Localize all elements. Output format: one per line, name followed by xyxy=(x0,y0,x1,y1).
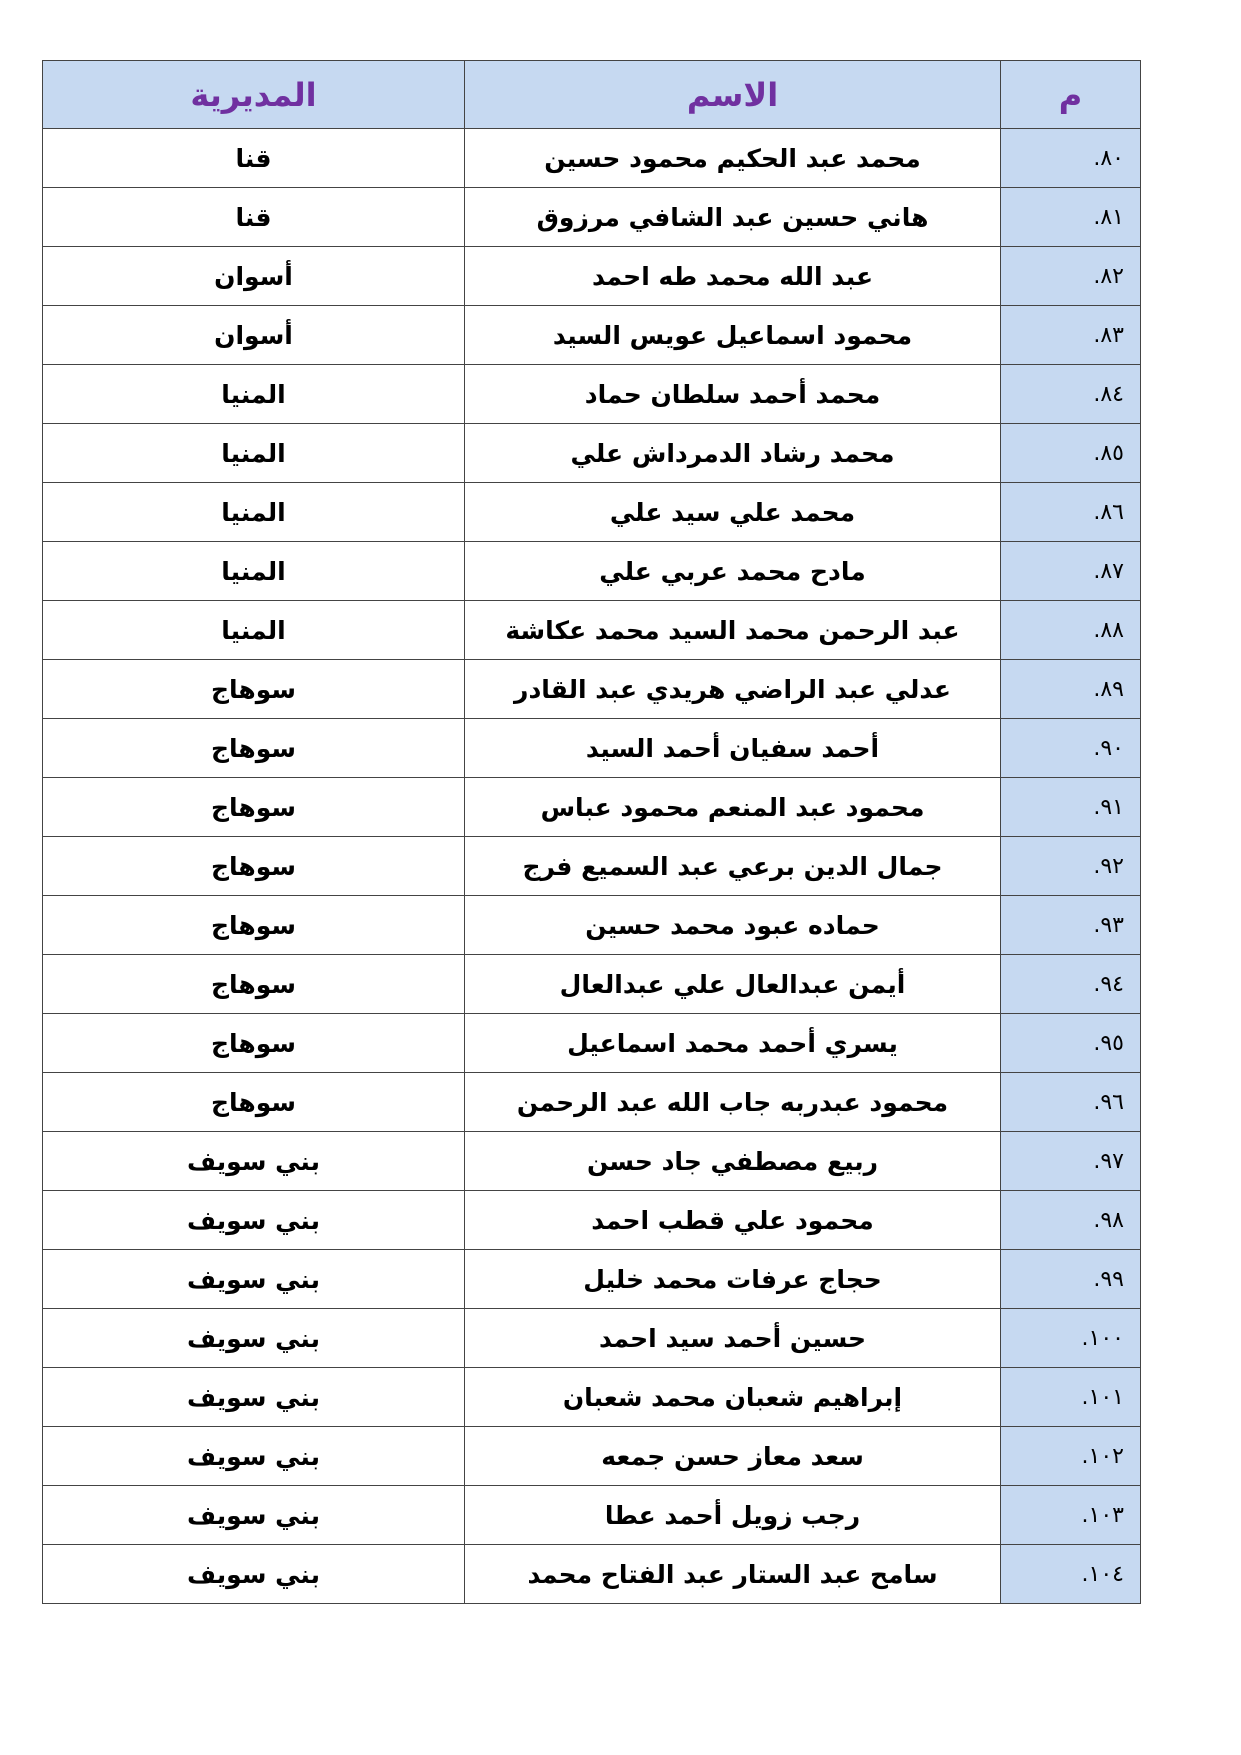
row-directorate: بني سويف xyxy=(43,1250,465,1309)
row-number: .٨١ xyxy=(1001,188,1141,247)
row-directorate: المنيا xyxy=(43,483,465,542)
table-row xyxy=(43,837,1141,896)
row-directorate: بني سويف xyxy=(43,1427,465,1486)
table-row xyxy=(43,1132,1141,1191)
row-name: محمود علي قطب احمد xyxy=(465,1191,1001,1250)
row-directorate: المنيا xyxy=(43,601,465,660)
row-number: .٨٨ xyxy=(1001,601,1141,660)
row-directorate: سوهاج xyxy=(43,837,465,896)
header-directorate: المديرية xyxy=(43,61,465,129)
row-name: حماده عبود محمد حسين xyxy=(465,896,1001,955)
row-name: محمود عبدربه جاب الله عبد الرحمن xyxy=(465,1073,1001,1132)
row-directorate: بني سويف xyxy=(43,1368,465,1427)
row-number: .٨٢ xyxy=(1001,247,1141,306)
row-number: .٨٥ xyxy=(1001,424,1141,483)
row-name: محمود عبد المنعم محمود عباس xyxy=(465,778,1001,837)
row-number: .٨٤ xyxy=(1001,365,1141,424)
row-number: .٨٧ xyxy=(1001,542,1141,601)
table-row xyxy=(43,1545,1141,1604)
row-directorate: بني سويف xyxy=(43,1545,465,1604)
row-number: .١٠٢ xyxy=(1001,1427,1141,1486)
row-name: هاني حسين عبد الشافي مرزوق xyxy=(465,188,1001,247)
table-row xyxy=(43,306,1141,365)
table-row xyxy=(43,424,1141,483)
table-row xyxy=(43,1191,1141,1250)
table-row xyxy=(43,1014,1141,1073)
row-number: .٨٩ xyxy=(1001,660,1141,719)
table-row xyxy=(43,188,1141,247)
table-row xyxy=(43,955,1141,1014)
table-row xyxy=(43,1427,1141,1486)
header-num: م xyxy=(1001,61,1141,129)
row-name: عدلي عبد الراضي هريدي عبد القادر xyxy=(465,660,1001,719)
row-number: .٨٦ xyxy=(1001,483,1141,542)
row-directorate: سوهاج xyxy=(43,660,465,719)
row-number: .٩٩ xyxy=(1001,1250,1141,1309)
table-row xyxy=(43,483,1141,542)
table-row xyxy=(43,1309,1141,1368)
table-row xyxy=(43,542,1141,601)
row-number: .٩٧ xyxy=(1001,1132,1141,1191)
row-directorate: سوهاج xyxy=(43,778,465,837)
table-row xyxy=(43,896,1141,955)
row-number: .٨٠ xyxy=(1001,129,1141,188)
row-number: .٩٢ xyxy=(1001,837,1141,896)
row-number: .٩٨ xyxy=(1001,1191,1141,1250)
row-name: محمد رشاد الدمرداش علي xyxy=(465,424,1001,483)
table-header-row xyxy=(43,61,1141,129)
row-name: حسين أحمد سيد احمد xyxy=(465,1309,1001,1368)
row-number: .٩١ xyxy=(1001,778,1141,837)
row-number: .١٠٤ xyxy=(1001,1545,1141,1604)
table-row xyxy=(43,1250,1141,1309)
table-row xyxy=(43,1486,1141,1545)
row-directorate: سوهاج xyxy=(43,1073,465,1132)
table-row xyxy=(43,719,1141,778)
row-directorate: بني سويف xyxy=(43,1132,465,1191)
row-name: محمد علي سيد علي xyxy=(465,483,1001,542)
row-name: سعد معاز حسن جمعه xyxy=(465,1427,1001,1486)
row-directorate: أسوان xyxy=(43,306,465,365)
row-number: .١٠١ xyxy=(1001,1368,1141,1427)
table-row xyxy=(43,660,1141,719)
table-row xyxy=(43,601,1141,660)
row-name: محمد عبد الحكيم محمود حسين xyxy=(465,129,1001,188)
row-number: .٩٦ xyxy=(1001,1073,1141,1132)
table-row xyxy=(43,247,1141,306)
row-number: .١٠٣ xyxy=(1001,1486,1141,1545)
row-name: أحمد سفيان أحمد السيد xyxy=(465,719,1001,778)
row-number: .٩٠ xyxy=(1001,719,1141,778)
row-directorate: قنا xyxy=(43,129,465,188)
row-name: يسري أحمد محمد اسماعيل xyxy=(465,1014,1001,1073)
row-number: .٩٥ xyxy=(1001,1014,1141,1073)
row-name: عبد الرحمن محمد السيد محمد عكاشة xyxy=(465,601,1001,660)
row-directorate: بني سويف xyxy=(43,1486,465,1545)
row-name: محمود اسماعيل عويس السيد xyxy=(465,306,1001,365)
row-directorate: بني سويف xyxy=(43,1309,465,1368)
row-name: مادح محمد عربي علي xyxy=(465,542,1001,601)
names-table xyxy=(42,60,1141,1604)
row-directorate: سوهاج xyxy=(43,1014,465,1073)
row-directorate: سوهاج xyxy=(43,955,465,1014)
row-number: .٨٣ xyxy=(1001,306,1141,365)
row-number: .٩٤ xyxy=(1001,955,1141,1014)
row-directorate: المنيا xyxy=(43,542,465,601)
table-row xyxy=(43,778,1141,837)
table-row xyxy=(43,1368,1141,1427)
row-name: رجب زويل أحمد عطا xyxy=(465,1486,1001,1545)
row-name: جمال الدين برعي عبد السميع فرج xyxy=(465,837,1001,896)
row-directorate: قنا xyxy=(43,188,465,247)
row-directorate: سوهاج xyxy=(43,719,465,778)
table-row xyxy=(43,1073,1141,1132)
row-directorate: سوهاج xyxy=(43,896,465,955)
row-name: ربيع مصطفي جاد حسن xyxy=(465,1132,1001,1191)
row-name: سامح عبد الستار عبد الفتاح محمد xyxy=(465,1545,1001,1604)
table-row xyxy=(43,365,1141,424)
row-directorate: المنيا xyxy=(43,424,465,483)
row-directorate: بني سويف xyxy=(43,1191,465,1250)
row-number: .١٠٠ xyxy=(1001,1309,1141,1368)
row-name: حجاج عرفات محمد خليل xyxy=(465,1250,1001,1309)
table-row xyxy=(43,129,1141,188)
row-number: .٩٣ xyxy=(1001,896,1141,955)
row-name: إبراهيم شعبان محمد شعبان xyxy=(465,1368,1001,1427)
header-name: الاسم xyxy=(465,61,1001,129)
row-directorate: أسوان xyxy=(43,247,465,306)
row-name: عبد الله محمد طه احمد xyxy=(465,247,1001,306)
row-name: محمد أحمد سلطان حماد xyxy=(465,365,1001,424)
row-name: أيمن عبدالعال علي عبدالعال xyxy=(465,955,1001,1014)
row-directorate: المنيا xyxy=(43,365,465,424)
